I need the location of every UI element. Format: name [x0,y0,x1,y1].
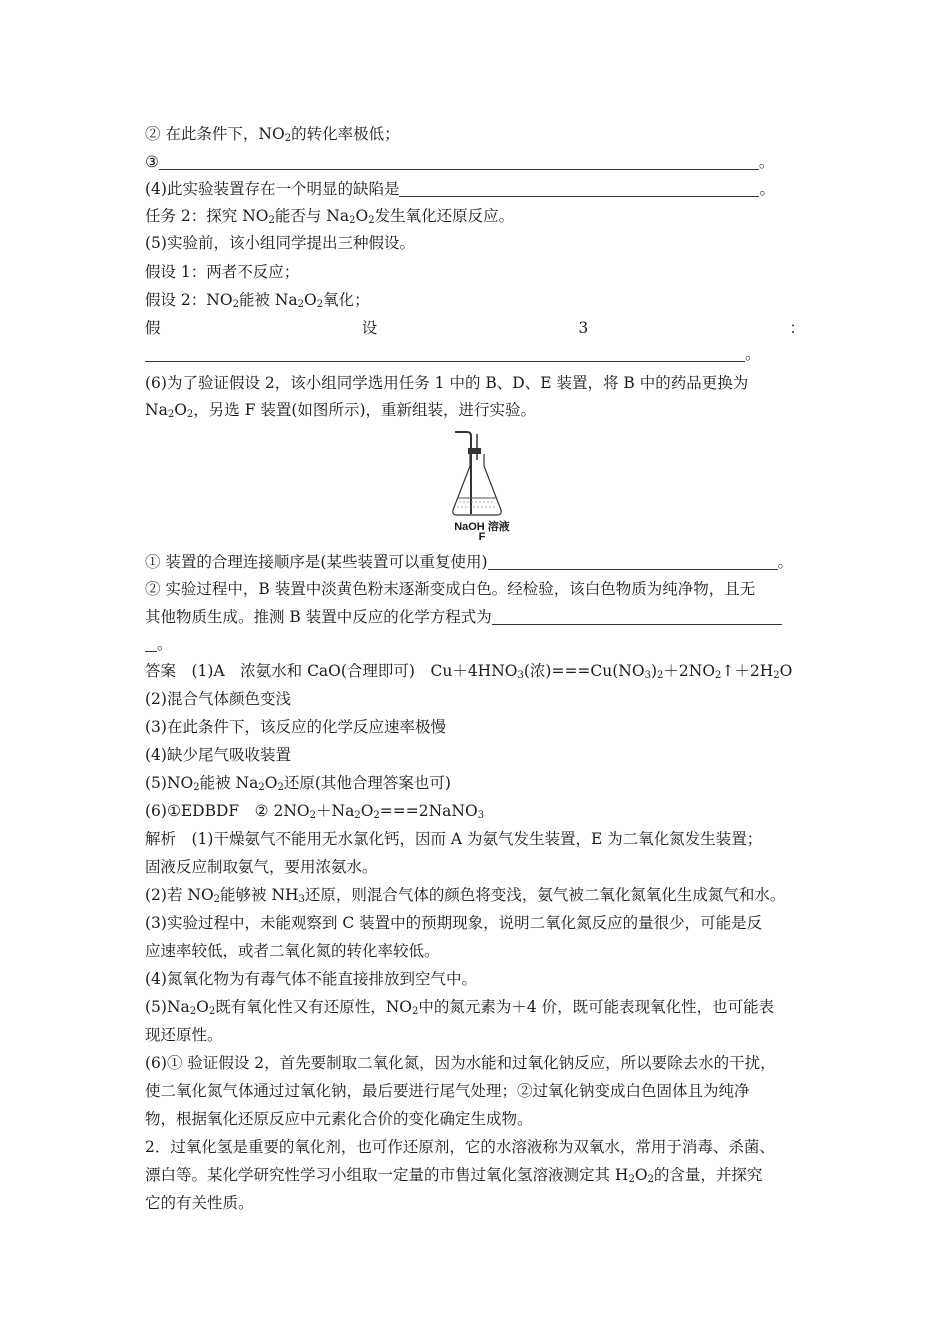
explanation-line: 固液反应制取氨气，要用浓氨水。 [145,858,378,876]
fill-blank[interactable] [399,182,759,197]
explanation-line: 现还原性。 [145,1026,223,1044]
answer-blank-line: 。 [145,344,761,364]
explanation-line: $(5)Na_2O_2$既有氧化性又有还原性，$NO_2$中的氮元素为＋4 价，既可能表现氧化性，也可能表 [145,998,775,1017]
explanation-line: 使二氧化氮气体通过过氧化钠，最后要进行尾气处理；②过氧化钠变成白色固体且为纯净 [145,1082,750,1100]
figure-device-label: F [478,531,486,543]
task-heading: 任务 2：探究 $NO_2$能否与 $Na_2O_2$发生氧化还原反应。 [145,207,515,226]
answer-blank-line: ③ 。 [145,153,775,171]
text-line: ① 装置的合理连接顺序是(某些装置可以重复使用) 。 [145,553,794,571]
figure-solution-label: NaOH 溶液 [454,521,510,533]
explanation-line: 应速率较低，或者二氧化氮的转化率较低。 [145,942,440,960]
text-line: 其他物质生成。推测 B 装置中反应的化学方程式为 [145,607,782,627]
answer-line: (2)混合气体颜色变浅 [145,690,291,708]
text-line: $Na_2O_2$，另选 F 装置(如图所示)，重新组装，进行实验。 [145,401,536,420]
text-line: 假设 1：两者不反应； [145,263,300,281]
fill-blank[interactable] [145,347,745,362]
question-line: 2．过氧化氢是重要的氧化剂，也可作还原剂，它的水溶液称为双氧水，常用于消毒、杀菌、 [145,1138,775,1156]
text-line: (6)为了验证假设 2，该小组同学选用任务 1 中的 B、D、E 装置，将 B 中的药品更换为 [145,374,749,392]
fill-blank[interactable] [492,610,782,625]
fill-blank[interactable] [159,155,759,170]
question-line: 漂白等。某化学研究性学习小组取一定量的市售过氧化氢溶液测定其 $H_2O_2$的含量，并探究 [145,1166,763,1185]
answer-line: (4)缺少尾气吸收装置 [145,746,291,764]
explanation-line: (2)若 $NO_2$能够被 $NH_3$还原，则混合气体的颜色将变浅，氨气被二氧化氮氧化生成氮气和水。 [145,886,786,905]
text-line: (5)实验前，该小组同学提出三种假设。 [145,234,415,252]
conical-flask-diagram [447,430,517,518]
text-line: (4)此实验装置存在一个明显的缺陷是 。 [145,180,775,198]
text-line: 假设 2：$NO_2$能被 $Na_2O_2$氧化； [145,291,370,310]
text-line: ② 在此条件下，$NO_2$的转化率极低； [145,125,400,144]
explanation-line: (3)实验过程中，未能观察到 C 装置中的预期现象，说明二氧化氮反应的量很少，可能是反 [145,914,763,932]
explanation-line: (6)① 验证假设 2，首先要制取二氧化氮，因为水能和过氧化钠反应，所以要除去水的干扰， [145,1054,776,1072]
flask-figure [447,430,517,543]
fill-blank[interactable] [488,555,778,570]
answer-blank-line: 。 [145,634,173,654]
fill-blank[interactable] [145,637,157,652]
explanation-line: 解析 (1)干燥氨气不能用无水氯化钙，因而 A 为氨气发生装置，E 为二氧化氮发生装置； [145,830,763,848]
explanation-line: 物，根据氧化还原反应中元素化合价的变化确定生成物。 [145,1110,533,1128]
answer-line: (6)①EDBDF ② $2NO_2+Na_2O_2===2NaNO_3$ [145,802,485,821]
answer-line: $(5)NO_2$能被 $Na_2O_2$还原(其他合理答案也可) [145,774,451,793]
explanation-line: (4)氮氧化物为有毒气体不能直接排放到空气中。 [145,970,477,988]
hypothesis-3-line: 假 设 3 ： [145,319,805,337]
answer-line: (3)在此条件下，该反应的化学反应速率极慢 [145,718,446,736]
answer-line: 答案 (1)A 浓氨水和 CaO(合理即可) $Cu+4HNO_3$(浓)$===Cu(NO_3)_2+2NO_2↑+2H_2O$ [145,662,793,681]
text-line: ② 实验过程中，B 装置中淡黄色粉末逐渐变成白色。经检验，该白色物质为纯净物，且无 [145,580,756,598]
question-line: 它的有关性质。 [145,1194,254,1212]
